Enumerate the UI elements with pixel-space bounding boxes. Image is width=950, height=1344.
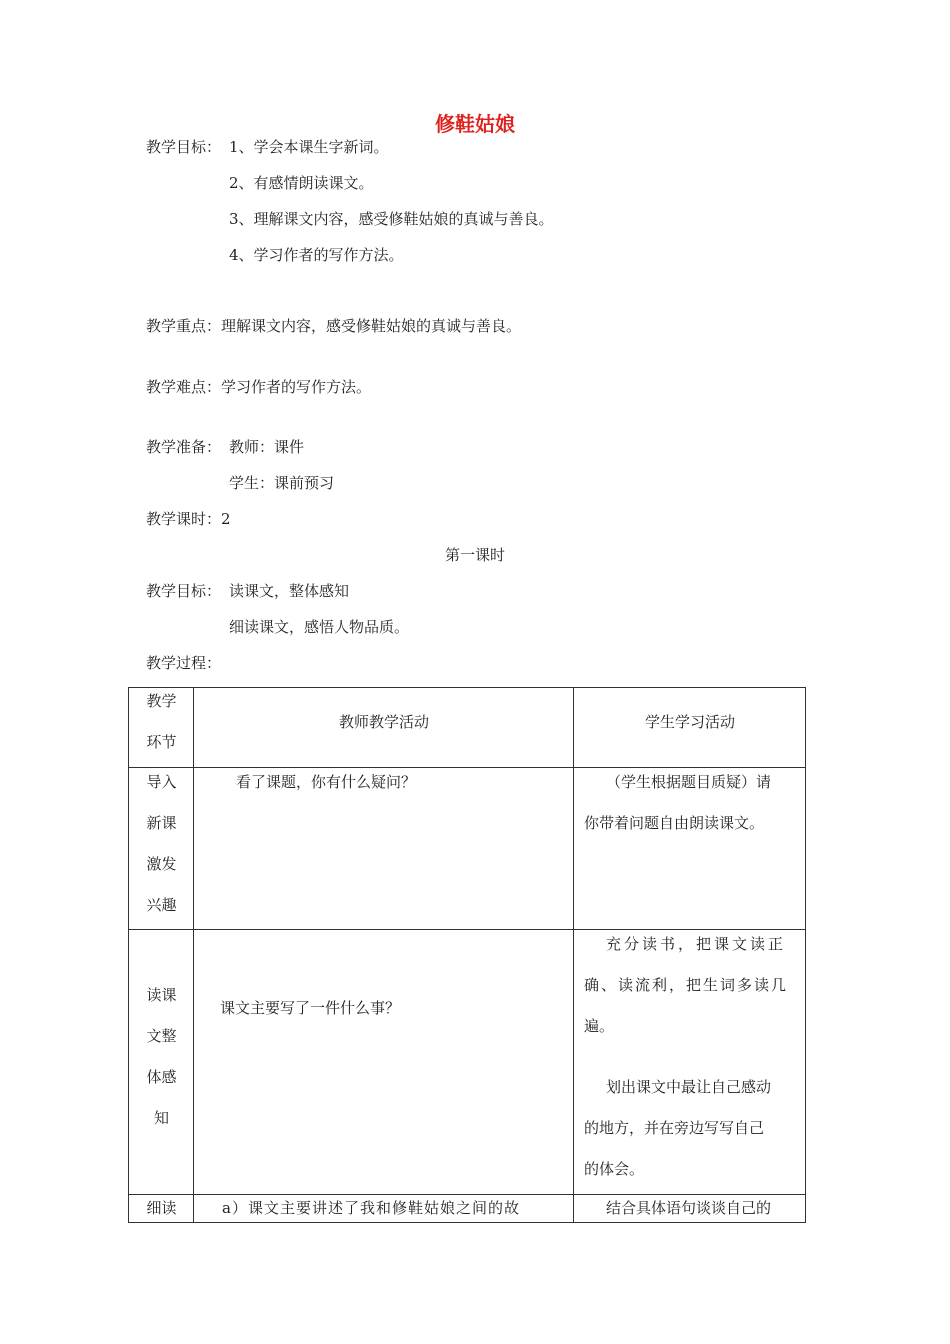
prep-teacher: 教师：课件 [229, 438, 305, 456]
goal-item-1: 1、学会本课生字新词。 [229, 138, 389, 156]
student-activity-cell [574, 768, 806, 930]
stage-line: 兴趣 [146, 896, 177, 914]
goal-item-4: 4、学习作者的写作方法。 [229, 246, 404, 264]
table-row [129, 1195, 806, 1223]
stage-line: 导入 [146, 773, 177, 791]
table-row [129, 768, 806, 930]
stage-line: 细读 [146, 1199, 177, 1217]
student-activity-line: 确、读流利，把生词多读几 [584, 976, 789, 994]
key-point: 教学重点：理解课文内容，感受修鞋姑娘的真诚与善良。 [146, 317, 522, 335]
header-stage [129, 688, 194, 768]
teaching-hours: 教学课时：2 [146, 510, 231, 528]
table-header-row [129, 688, 806, 768]
lesson-goals-label: 教学目标： [146, 582, 222, 600]
header-student-label: 学生学习活动 [644, 713, 735, 731]
prep-student: 学生：课前预习 [229, 474, 335, 492]
student-activity-line: （学生根据题目质疑）请 [606, 773, 772, 791]
student-activity-line: 的体会。 [584, 1160, 645, 1178]
stage-line: 体感 [146, 1068, 177, 1086]
lesson-goal-item-1: 读课文，整体感知 [229, 582, 350, 600]
teacher-activity-text: 课文主要写了一件什么事？ [220, 999, 401, 1017]
stage-line: 知 [153, 1109, 169, 1127]
teacher-activity-text: a）课文主要讲述了我和修鞋姑娘之间的故 [222, 1199, 520, 1217]
student-activity-line: 充分读书，把课文读正 [606, 935, 787, 953]
teacher-activity-text: 看了课题，你有什么疑问？ [236, 773, 417, 791]
goal-item-2: 2、有感情朗读课文。 [229, 174, 374, 192]
student-activity-line: 遍。 [584, 1017, 615, 1035]
header-stage-line-1: 教学 [146, 692, 177, 710]
stage-cell [129, 768, 194, 930]
stage-line: 激发 [146, 855, 177, 873]
stage-line: 读课 [146, 986, 177, 1004]
teacher-activity-cell [194, 1195, 574, 1223]
lesson-heading: 第一课时 [444, 546, 505, 564]
goal-item-3: 3、理解课文内容，感受修鞋姑娘的真诚与善良。 [229, 210, 554, 228]
table-row [129, 930, 806, 1195]
student-activity-cell [574, 930, 806, 1195]
stage-cell [129, 930, 194, 1195]
header-stage-line-2: 环节 [146, 733, 177, 751]
student-activity-line: 划出课文中最让自己感动 [606, 1078, 772, 1096]
teacher-activity-cell [194, 768, 574, 930]
student-activity-line: 你带着问题自由朗读课文。 [584, 814, 765, 832]
student-activity-cell [574, 1195, 806, 1223]
lesson-goal-item-2: 细读课文，感悟人物品质。 [229, 618, 410, 636]
difficulty: 教学难点：学习作者的写作方法。 [146, 378, 372, 396]
goals-label: 教学目标： [146, 138, 222, 156]
process-table [128, 687, 806, 1223]
stage-line: 文整 [146, 1027, 177, 1045]
teacher-activity-cell [194, 930, 574, 1195]
student-activity-line: 的地方，并在旁边写写自己 [584, 1119, 765, 1137]
process-label: 教学过程： [146, 654, 222, 672]
stage-cell [129, 1195, 194, 1223]
header-student [574, 688, 806, 768]
stage-line: 新课 [146, 814, 177, 832]
header-teacher-label: 教师教学活动 [338, 713, 429, 731]
document-title: 修鞋姑娘 [435, 112, 515, 136]
header-teacher [194, 688, 574, 768]
prep-label: 教学准备： [146, 438, 222, 456]
student-activity-line: 结合具体语句谈谈自己的 [606, 1199, 772, 1217]
